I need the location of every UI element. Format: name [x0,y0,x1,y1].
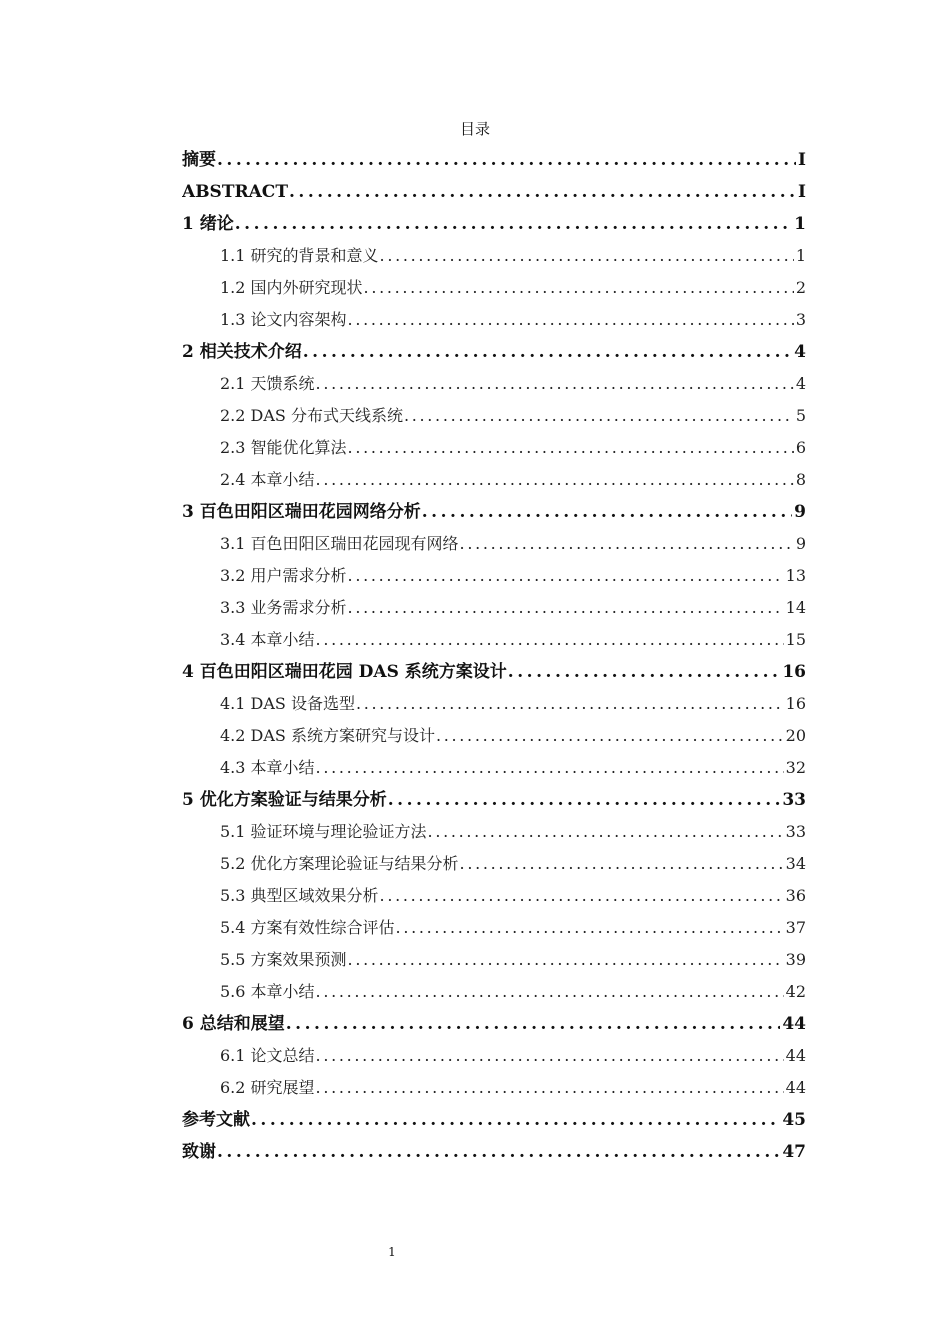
toc-entry-title: 2.2 DAS 分布式天线系统 [220,406,403,425]
toc-entry-section-5-5[interactable] [182,943,806,975]
toc-entry-title: 3 百色田阳区瑞田花园网络分析 [182,502,421,522]
toc-entry-page: 36 [785,886,806,905]
dot-leader [316,465,794,495]
table-of-contents [182,143,806,1167]
toc-entry-title: 3.2 用户需求分析 [220,566,347,585]
toc-entry-page: I [798,150,806,170]
toc-entry-title: 2.3 智能优化算法 [220,438,347,457]
toc-entry-section-3-4[interactable] [182,623,806,655]
toc-entry-section-3-3[interactable] [182,591,806,623]
toc-entry-page: 5 [795,406,806,425]
toc-entry-title: 5.4 方案有效性综合评估 [220,918,395,937]
toc-entry-section-1-2[interactable] [182,271,806,303]
toc-entry-title: 5.3 典型区域效果分析 [220,886,379,905]
toc-entry-section-3-2[interactable] [182,559,806,591]
dot-leader [217,1137,780,1167]
dot-leader [396,913,784,943]
toc-entry-page: 2 [795,278,806,297]
toc-entry-title: 1.3 论文内容架构 [220,310,347,329]
dot-leader [508,657,781,687]
toc-entry-page: 9 [795,534,806,553]
toc-entry-section-2-4[interactable] [182,463,806,495]
toc-entry-chapter-4[interactable] [182,655,806,687]
dot-leader [316,369,794,399]
dot-leader [289,177,796,207]
toc-entry-section-5-6[interactable] [182,975,806,1007]
toc-entry-title: 5.2 优化方案理论验证与结果分析 [220,854,459,873]
toc-entry-section-4-3[interactable] [182,751,806,783]
dot-leader [217,145,796,175]
toc-entry-title: 2.4 本章小结 [220,470,315,489]
dot-leader [348,945,784,975]
toc-entry-title: 2 相关技术介绍 [182,342,302,362]
toc-entry-section-2-2[interactable] [182,399,806,431]
dot-leader [316,977,784,1007]
toc-entry-page: 4 [794,342,806,362]
toc-entry-chapter-3[interactable] [182,495,806,527]
toc-entry-title: 2.1 天馈系统 [220,374,315,393]
toc-entry-page: 42 [785,982,806,1001]
toc-entry-page: 3 [795,310,806,329]
toc-entry-page: 9 [794,502,806,522]
toc-entry-chapter-6[interactable] [182,1007,806,1039]
toc-entry-page: 1 [794,214,806,234]
dot-leader [235,209,792,239]
toc-entry-title: 3.3 业务需求分析 [220,598,347,617]
toc-entry-section-4-2[interactable] [182,719,806,751]
toc-entry-abstract-cn[interactable] [182,143,806,175]
toc-entry-section-2-1[interactable] [182,367,806,399]
toc-entry-page: 33 [785,822,806,841]
toc-entry-page: 16 [785,694,806,713]
toc-entry-title: 5.1 验证环境与理论验证方法 [220,822,427,841]
toc-entry-page: 44 [785,1078,806,1097]
toc-entry-chapter-1[interactable] [182,207,806,239]
toc-entry-page: 32 [785,758,806,777]
toc-entry-section-1-1[interactable] [182,239,806,271]
footer-page-number: 1 [388,1245,396,1259]
toc-entry-page: I [798,182,806,202]
dot-leader [348,593,784,623]
toc-entry-title: 4.1 DAS 设备选型 [220,694,355,713]
toc-entry-section-6-1[interactable] [182,1039,806,1071]
toc-entry-title: 1.1 研究的背景和意义 [220,246,379,265]
dot-leader [380,241,794,271]
dot-leader [316,625,784,655]
dot-leader [404,401,794,431]
toc-entry-page: 47 [782,1142,806,1162]
dot-leader [460,849,784,879]
dot-leader [422,497,792,527]
toc-entry-section-5-2[interactable] [182,847,806,879]
dot-leader [303,337,792,367]
toc-entry-chapter-2[interactable] [182,335,806,367]
toc-entry-title: 3.4 本章小结 [220,630,315,649]
toc-entry-title: 6.1 论文总结 [220,1046,315,1065]
dot-leader [428,817,784,847]
toc-entry-page: 45 [782,1110,806,1130]
toc-entry-title: 1.2 国内外研究现状 [220,278,363,297]
toc-entry-title: 6.2 研究展望 [220,1078,315,1097]
toc-entry-page: 13 [785,566,806,585]
toc-entry-section-5-4[interactable] [182,911,806,943]
toc-entry-page: 37 [785,918,806,937]
toc-entry-page: 6 [795,438,806,457]
toc-entry-page: 14 [785,598,806,617]
toc-entry-title: 6 总结和展望 [182,1014,285,1034]
toc-entry-title: 5.6 本章小结 [220,982,315,1001]
toc-entry-references[interactable] [182,1103,806,1135]
toc-entry-page: 15 [785,630,806,649]
dot-leader [348,433,794,463]
toc-entry-title: 参考文献 [182,1110,250,1130]
toc-entry-title: 5 优化方案验证与结果分析 [182,790,387,810]
toc-entry-title: 5.5 方案效果预测 [220,950,347,969]
toc-entry-section-1-3[interactable] [182,303,806,335]
dot-leader [356,689,784,719]
dot-leader [251,1105,780,1135]
toc-entry-page: 20 [785,726,806,745]
toc-entry-page: 8 [795,470,806,489]
dot-leader [436,721,784,751]
toc-entry-section-5-3[interactable] [182,879,806,911]
toc-entry-title: 4.3 本章小结 [220,758,315,777]
toc-entry-section-5-1[interactable] [182,815,806,847]
dot-leader [286,1009,781,1039]
page-title: 目录 [459,120,490,138]
dot-leader [388,785,781,815]
dot-leader [364,273,794,303]
toc-entry-acknowledgements[interactable] [182,1135,806,1167]
toc-entry-title: 1 绪论 [182,214,234,234]
toc-entry-title: 3.1 百色田阳区瑞田花园现有网络 [220,534,459,553]
toc-entry-title: 致谢 [182,1142,216,1162]
toc-entry-page: 34 [785,854,806,873]
toc-entry-chapter-5[interactable] [182,783,806,815]
toc-entry-section-6-2[interactable] [182,1071,806,1103]
dot-leader [316,1041,784,1071]
toc-entry-section-2-3[interactable] [182,431,806,463]
toc-entry-page: 4 [795,374,806,393]
toc-entry-page: 16 [782,662,806,682]
toc-entry-title: 摘要 [182,150,216,170]
toc-entry-section-3-1[interactable] [182,527,806,559]
toc-entry-title: 4.2 DAS 系统方案研究与设计 [220,726,435,745]
dot-leader [316,753,784,783]
toc-entry-title: 4 百色田阳区瑞田花园 DAS 系统方案设计 [182,662,507,682]
toc-entry-page: 33 [782,790,806,810]
dot-leader [316,1073,784,1103]
toc-entry-page: 1 [795,246,806,265]
toc-entry-page: 39 [785,950,806,969]
toc-entry-title: ABSTRACT [182,182,288,202]
dot-leader [380,881,784,911]
dot-leader [460,529,794,559]
dot-leader [348,561,784,591]
toc-entry-abstract-en[interactable] [182,175,806,207]
dot-leader [348,305,794,335]
toc-entry-page: 44 [785,1046,806,1065]
toc-entry-page: 44 [782,1014,806,1034]
toc-entry-section-4-1[interactable] [182,687,806,719]
